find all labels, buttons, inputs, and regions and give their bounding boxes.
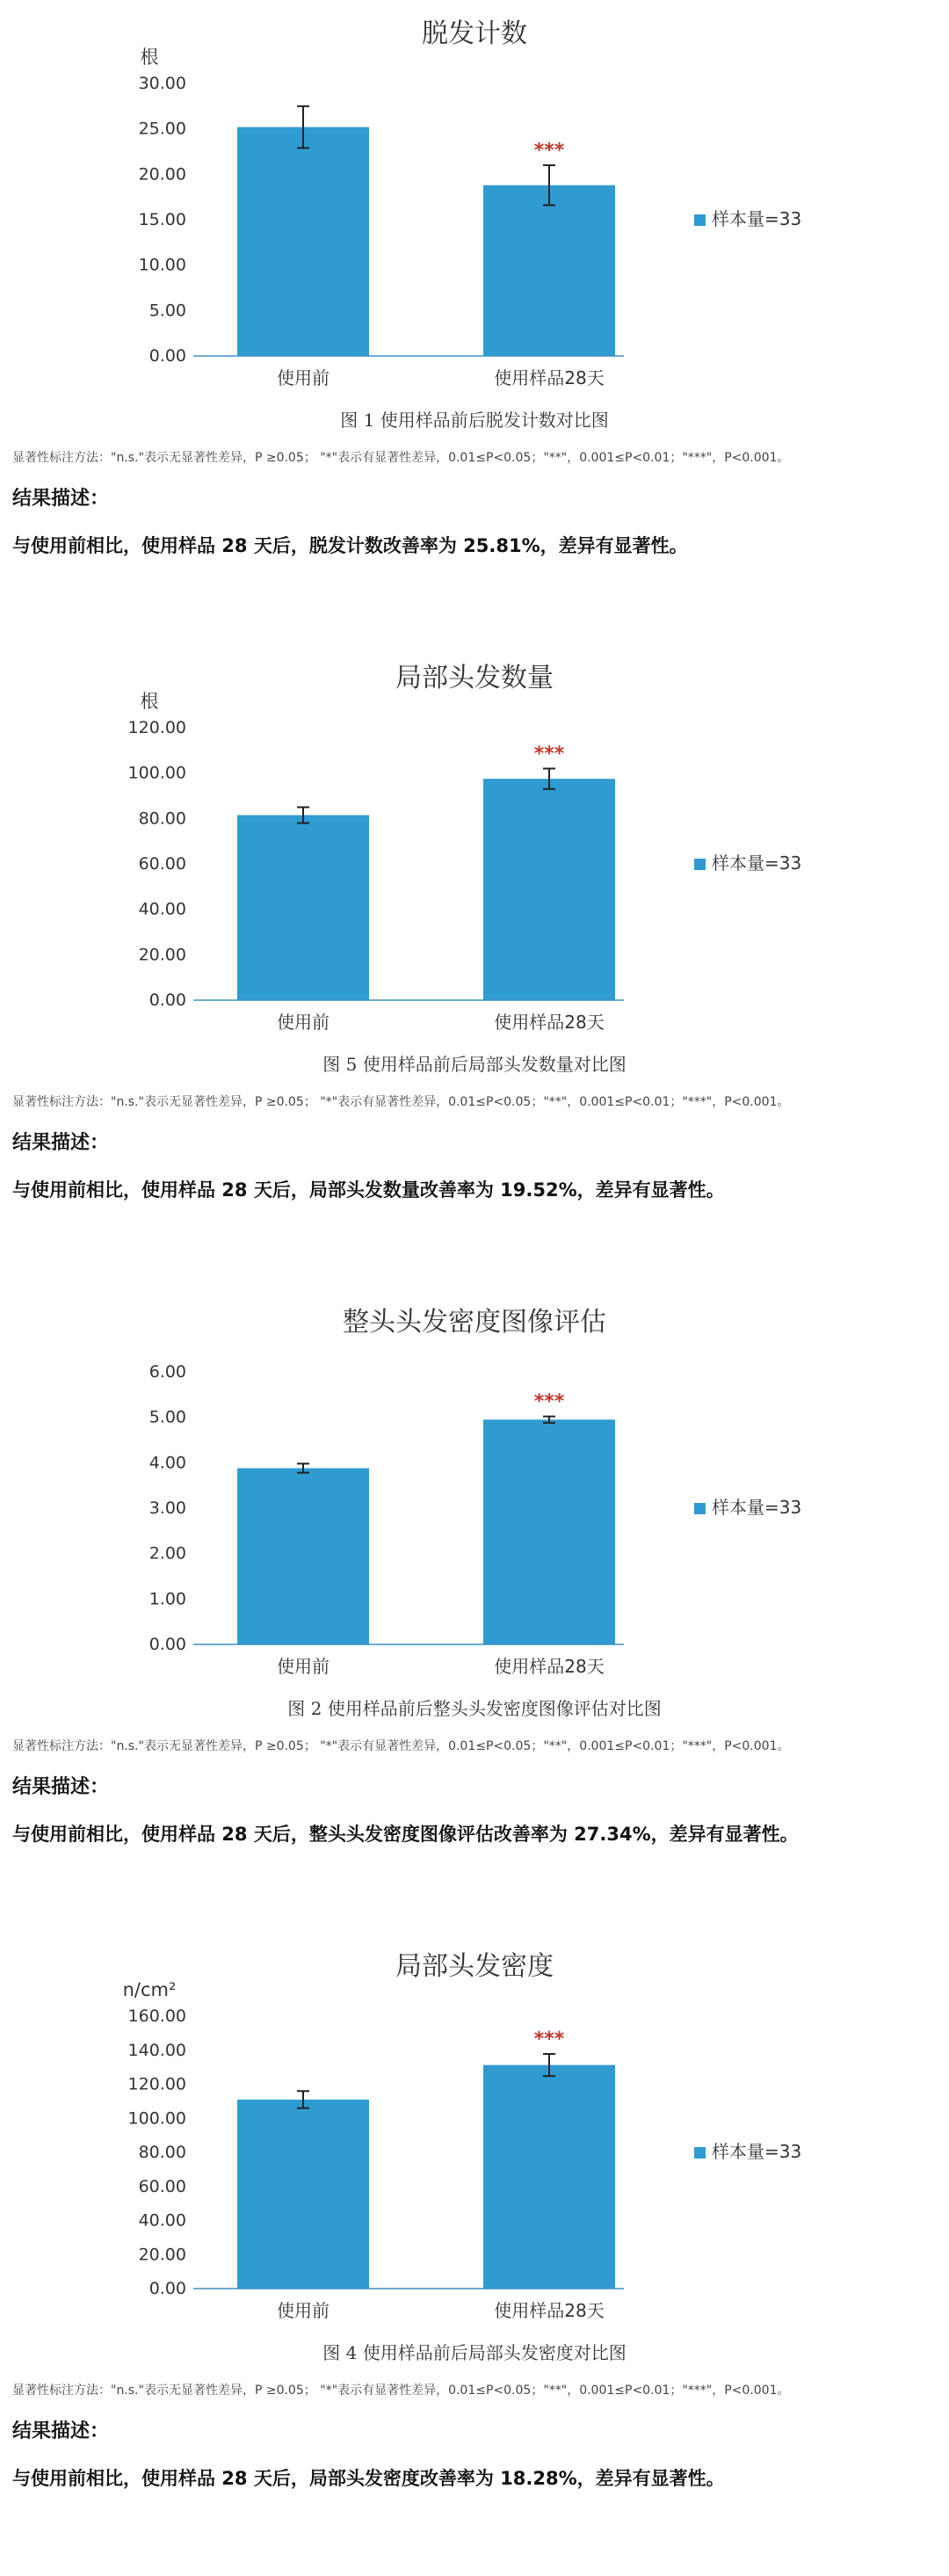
y-tick-label: 40.00 <box>138 2210 186 2231</box>
chart-hair-loss-count <box>0 0 949 413</box>
result-heading: 结果描述： <box>12 1776 110 1798</box>
legend-label: 样本量=33 <box>712 208 802 229</box>
y-tick-label: 5.00 <box>149 1407 186 1427</box>
significance-note: 显著性标注方法："n.s."表示无显著性差异，P ≥0.05； "*"表示有显著性差异，0.01≤P<0.05；"**"，0.001≤P<0.01；"***"，P<0.001。 <box>12 2384 790 2398</box>
y-axis-unit: 根 <box>140 691 159 712</box>
y-tick-label: 0.00 <box>149 990 186 1010</box>
result-description: 与使用前相比，使用样品 28 天后，整头头发密度图像评估改善率为 27.34%，差异有显著性。 <box>12 1824 799 1845</box>
bar <box>483 779 615 1000</box>
panel-local-hair-density <box>0 1933 949 2530</box>
chart-title: 局部头发密度 <box>395 1951 554 1982</box>
category-label: 使用样品28天 <box>494 2300 605 2321</box>
significance-marker: *** <box>533 743 565 766</box>
significance-note: 显著性标注方法："n.s."表示无显著性差异，P ≥0.05； "*"表示有显著性差异，0.01≤P<0.05；"**"，0.001≤P<0.01；"***"，P<0.001。 <box>12 1739 790 1753</box>
y-tick-label: 100.00 <box>127 2108 186 2129</box>
legend-label: 样本量=33 <box>712 1497 802 1518</box>
y-tick-label: 120.00 <box>127 2074 186 2094</box>
y-tick-label: 60.00 <box>138 2176 186 2196</box>
category-label: 使用样品28天 <box>494 1656 605 1677</box>
chart-title: 脱发计数 <box>422 18 527 49</box>
significance-note: 显著性标注方法："n.s."表示无显著性差异，P ≥0.05； "*"表示有显著性差异，0.01≤P<0.05；"**"，0.001≤P<0.01；"***"，P<0.001。 <box>12 1095 790 1109</box>
panel-whole-head-density <box>0 1288 949 1886</box>
legend-swatch <box>694 2147 706 2159</box>
bar <box>483 1419 615 1644</box>
figure-caption: 图 2 使用样品前后整头头发密度图像评估对比图 <box>287 1698 662 1719</box>
y-tick-label: 0.00 <box>149 1635 186 1654</box>
result-heading: 结果描述： <box>12 1132 110 1154</box>
y-tick-label: 20.00 <box>138 2245 186 2265</box>
y-tick-label: 100.00 <box>127 763 186 783</box>
figure-caption: 图 1 使用样品前后脱发计数对比图 <box>340 410 609 431</box>
y-tick-label: 0.00 <box>149 346 186 366</box>
result-heading: 结果描述： <box>12 2420 110 2442</box>
legend-label: 样本量=33 <box>712 853 802 874</box>
legend-swatch <box>694 214 706 226</box>
category-label: 使用样品28天 <box>494 1012 605 1033</box>
legend-swatch <box>694 1503 706 1514</box>
panel-hair-loss-count <box>0 0 949 598</box>
y-tick-label: 6.00 <box>149 1362 186 1382</box>
y-tick-label: 10.00 <box>138 255 186 275</box>
y-tick-label: 80.00 <box>138 2143 186 2162</box>
y-tick-label: 160.00 <box>127 2006 186 2026</box>
legend-swatch <box>694 859 706 870</box>
figure-caption: 图 4 使用样品前后局部头发密度对比图 <box>322 2342 627 2363</box>
category-label: 使用前 <box>277 2300 330 2321</box>
result-description: 与使用前相比，使用样品 28 天后，脱发计数改善率为 25.81%，差异有显著性。 <box>12 535 688 556</box>
bar <box>483 2065 615 2289</box>
bar <box>237 1469 369 1644</box>
significance-marker: *** <box>533 140 565 162</box>
result-description: 与使用前相比，使用样品 28 天后，局部头发数量改善率为 19.52%，差异有显著性。 <box>12 1179 725 1201</box>
y-axis-unit: n/cm² <box>122 1979 177 2000</box>
figure-caption: 图 5 使用样品前后局部头发数量对比图 <box>322 1054 627 1075</box>
y-tick-label: 0.00 <box>149 2279 186 2298</box>
chart-local-hair-count <box>0 644 949 1057</box>
significance-marker: *** <box>533 1390 565 1413</box>
bar <box>483 185 615 356</box>
result-description: 与使用前相比，使用样品 28 天后，局部头发密度改善率为 18.28%，差异有显著性。 <box>12 2468 725 2489</box>
category-label: 使用前 <box>277 367 330 388</box>
y-tick-label: 3.00 <box>149 1498 186 1518</box>
y-tick-label: 20.00 <box>138 945 186 965</box>
y-tick-label: 80.00 <box>138 809 186 829</box>
result-heading: 结果描述： <box>12 488 110 510</box>
y-tick-label: 60.00 <box>138 854 186 874</box>
y-tick-label: 120.00 <box>127 718 186 737</box>
y-tick-label: 5.00 <box>149 301 186 321</box>
category-label: 使用前 <box>277 1656 330 1677</box>
legend-label: 样本量=33 <box>712 2141 802 2162</box>
chart-title: 整头头发密度图像评估 <box>343 1307 606 1338</box>
category-label: 使用样品28天 <box>494 367 605 388</box>
y-tick-label: 1.00 <box>149 1589 186 1609</box>
y-axis-unit: 根 <box>140 47 159 68</box>
chart-title: 局部头发数量 <box>395 663 554 693</box>
y-tick-label: 25.00 <box>138 119 186 139</box>
y-tick-label: 15.00 <box>138 210 186 229</box>
significance-marker: *** <box>533 2028 565 2051</box>
y-tick-label: 140.00 <box>127 2040 186 2060</box>
category-label: 使用前 <box>277 1012 330 1033</box>
y-tick-label: 30.00 <box>138 74 186 93</box>
panel-local-hair-count <box>0 644 949 1242</box>
y-tick-label: 4.00 <box>149 1453 186 1473</box>
bar <box>237 127 369 356</box>
chart-local-hair-density <box>0 1933 949 2346</box>
chart-whole-head-density <box>0 1288 949 1702</box>
y-tick-label: 20.00 <box>138 164 186 185</box>
bar <box>237 815 369 1000</box>
y-tick-label: 2.00 <box>149 1543 186 1564</box>
significance-note: 显著性标注方法："n.s."表示无显著性差异，P ≥0.05； "*"表示有显著性差异，0.01≤P<0.05；"**"，0.001≤P<0.01；"***"，P<0.001。 <box>12 451 790 465</box>
y-tick-label: 40.00 <box>138 899 186 919</box>
bar <box>237 2100 369 2289</box>
